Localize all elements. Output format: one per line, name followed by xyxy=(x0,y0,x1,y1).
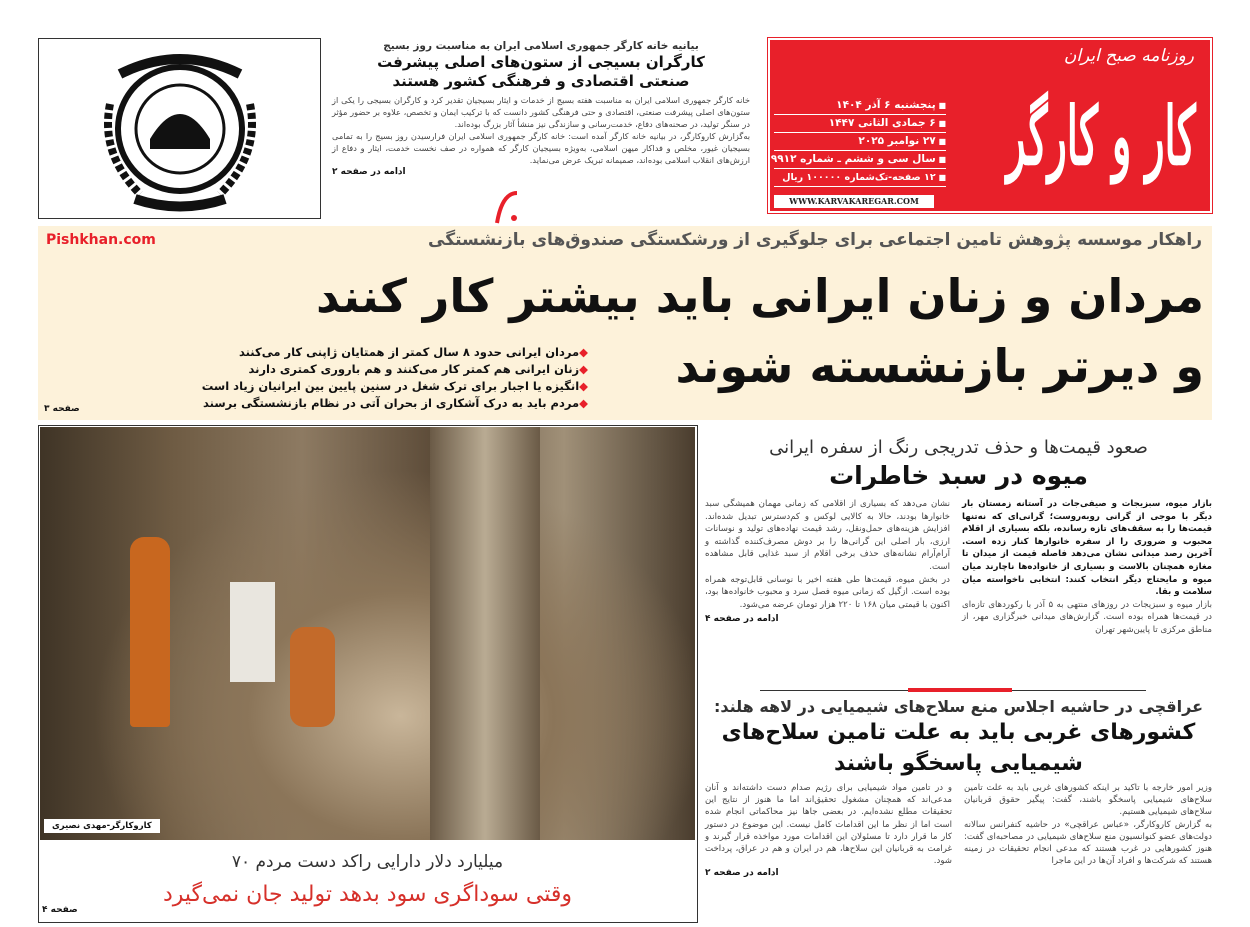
photo-kicker: ۷۰ میلیارد دلار دارایی راکد دست مردم xyxy=(231,852,504,872)
araghchi-continued[interactable]: ادامه در صفحه ۲ xyxy=(705,868,779,879)
araghchi-paragraph: به گزارش کاروکارگر، «عباس عراقچی» در حاشیه کنفرانس سالانه دولت‌های عضو کنوانسیون منع سلاح‌های شیمیایی در مصاحبه‌ای گفت: هنوز کشورهایی در غرب هستند که مدعی انجام تحقیقات در زمینه هستند که شرکت‌ها و افراد آن‌ها در این ماجرا xyxy=(964,819,1212,867)
worker-figure xyxy=(290,627,335,727)
worker-figure xyxy=(130,537,170,727)
issue-info xyxy=(770,97,946,187)
rig-pipe xyxy=(430,427,540,840)
lead-page-ref[interactable]: صفحه ۳ xyxy=(44,404,80,414)
fruit-continued[interactable]: ادامه در صفحه ۴ xyxy=(705,614,779,625)
lead-bullet: ◆زنان ایرانی هم کمتر کار می‌کنند و هم باروری کمتری دارند xyxy=(248,362,588,376)
issue-date-gregorian: ■ ۲۷ نوامبر ۲۰۲۵ xyxy=(774,133,946,151)
fruit-col1 xyxy=(962,498,1212,637)
fruit-title: میوه در سبد خاطرات xyxy=(829,461,1088,490)
araghchi-title: کشورهای غربی باید به علت تامین سلاح‌های شیمیایی پاسخگو باشند xyxy=(721,720,1196,776)
lead-bullet: ◆مردان ایرانی حدود ۸ سال کمتر از همتایان ژاپنی کار می‌کنند xyxy=(238,345,588,359)
lead-bullet: ◆مردم باید به درک آشکاری از بحران آتی در نظام بازنشستگی برسند xyxy=(203,396,588,410)
lead-kicker: راهکار موسسه پژوهش تامین اجتماعی برای جلوگیری از ورشکستگی صندوق‌های بازنشستگی xyxy=(428,230,1202,250)
araghchi-paragraph: وزیر امور خارجه با تاکید بر اینکه کشورهای غربی باید به علت تامین سلاح‌های شیمیایی پاسخگو باشند، گفت: پیگیر حقوق قربانیان سلاح‌های شیمیایی هستیم. xyxy=(964,783,1212,818)
issue-date-hijri: ■ ۶ جمادی الثانی ۱۴۴۷ xyxy=(774,115,946,133)
oil-workers-photo xyxy=(40,427,695,840)
bulletin-article xyxy=(332,40,750,178)
lead-bullets xyxy=(128,344,588,412)
lead-story xyxy=(38,226,1212,420)
issue-date-persian: ■ پنجشنبه ۶ آذر ۱۴۰۴ xyxy=(774,97,946,115)
photo-credit: کاروکارگر-مهدی نصیری xyxy=(44,819,160,833)
issue-number: ■ سال سی و ششم ـ شماره ۹۹۱۲ xyxy=(774,151,946,169)
araghchi-kicker: عراقچی در حاشیه اجلاس منع سلاح‌های شیمیایی در لاهه هلند: xyxy=(713,697,1204,716)
issue-price: ■ ۱۲ صفحه-تک‌شماره ۱۰۰۰۰۰ ریال xyxy=(774,169,946,187)
photo-page-ref[interactable]: صفحه ۴ xyxy=(42,905,78,915)
khane-kargar-logo xyxy=(38,38,321,219)
masthead-subtitle: روزنامه صبح ایران xyxy=(1063,46,1194,66)
fruit-paragraph: نشان می‌دهد که بسیاری از اقلامی که زمانی مهمان همیشگی سبد خانوارها بودند، حالا به کالایی لوکس و کم‌دسترس تبدیل شده‌اند. افزایش هزینه‌های حمل‌ونقل، رشد قیمت نهاده‌های تولید و نوسانات ارزی، بار اصلی این گرانی‌ها را بر دوش مصرف‌کننده گذاشته و آرام‌آرام نشانه‌های حذف برخی اقلام از سبد غذایی قابل مشاهده است. xyxy=(705,499,950,572)
araghchi-article xyxy=(705,697,1212,879)
bulletin-kicker: بیانیه خانه کارگر جمهوری اسلامی ایران به مناسبت روز بسیج xyxy=(383,40,699,52)
araghchi-col2 xyxy=(705,782,952,879)
watermark-logo-icon xyxy=(492,188,522,228)
fruit-article xyxy=(705,436,1212,637)
araghchi-col1 xyxy=(964,782,1212,879)
bulletin-p1: خانه کارگر جمهوری اسلامی ایران به مناسبت هفته بسیج از خدمات و ایثار بسیجیان تقدیر کرد و کارگران بسیجی را یکی از ستون‌های اصلی پیشرفت صنعتی، اقتصادی و حتی فرهنگی کشور دانست که با ترکیب ایمان و تخصص، علاوه بر حضور مؤثر در سنگر تولید، در صحنه‌های دفاع، خدمت‌رسانی و سازندگی نیز منشأ آثار بزرگ بوده‌اند. xyxy=(332,95,750,129)
fruit-col2 xyxy=(705,498,950,637)
lead-title-line1: مردان و زنان ایرانی باید بیشتر کار کنند xyxy=(316,269,1204,323)
diamond-icon: ◆ xyxy=(579,345,588,359)
emblem-icon xyxy=(80,44,280,214)
diamond-icon: ◆ xyxy=(579,362,588,376)
diamond-icon: ◆ xyxy=(579,396,588,410)
window xyxy=(230,582,275,682)
fruit-lead-paragraph: بازار میوه، سبزیجات و صیفی‌جات در آستانه زمستان بار دیگر با موجی از گرانی روبه‌روست؛ گرانی‌ای که نه‌تنها قیمت‌ها را به سقف‌های تازه رسانده، بلکه بسیاری از اقلام محبوب و ضروری را از سفره خانوارها کنار زده است. آخرین رصد میدانی نشان می‌دهد فاصله قیمت از میدان تا مغازه همچنان بالاست و بسیاری از خانواده‌ها ناچارند میان میوه و مایحتاج دیگر انتخاب کنند: انتخابی ناخواسته میان سلامت و بقا. xyxy=(962,499,1212,598)
lead-title-line2: و دیرتر بازنشسته شوند xyxy=(675,339,1204,393)
website-link[interactable]: WWW.KARVAKAREGAR.COM xyxy=(774,195,934,208)
bulletin-title: کارگران بسیجی از ستون‌های اصلی پیشرفت صنعتی اقتصادی و فرهنگی کشور هستند xyxy=(377,53,705,90)
fruit-kicker: صعود قیمت‌ها و حذف تدریجی رنگ از سفره ایرانی xyxy=(769,437,1148,458)
masthead xyxy=(768,38,1212,213)
bulletin-p2: به‌گزارش کاروکارگر، در بیانیه خانه کارگر آمده است: خانه کارگر جمهوری اسلامی ایران فرارسیدن روز بسیج را به تمامی بسیجیان غیور، مخلص و فداکار میهن اسلامی، به‌ویژه بسیجیان کارگر که همواره در صف نخست خدمت، ایثار و دفاع از ارزش‌های انقلاب اسلامی بوده‌اند، صمیمانه تبریک عرض می‌نماید. xyxy=(332,131,750,165)
divider-accent xyxy=(908,688,1012,692)
araghchi-paragraph: و در تامین مواد شیمیایی برای رژیم صدام دست داشته‌اند و آنان مدعی‌اند که همچنان مشغول تحقیق‌اند اما ما هنوز از نتایج این تحقیقات مطلع نشده‌ایم. در بعضی جاها نیز محاکماتی انجام شده است اما از نظر ما این اقدامات کامل نیست. این موضوع در دستور کار ما قرار دارد تا مسئولان این اقدامات مورد مواخذه قرار گیرند و غرامت به قربانیان این سلاح‌ها، هم در ایران و هم در عراق، پرداخت شود. xyxy=(705,783,952,867)
masthead-title: کار و کارگر xyxy=(1006,89,1196,183)
diamond-icon: ◆ xyxy=(579,379,588,393)
bulletin-continued[interactable]: ادامه در صفحه ۲ xyxy=(332,167,406,177)
watermark-url: Pishkhan.com xyxy=(46,232,156,248)
lead-bullet: ◆انگیزه یا اجبار برای ترک شغل در سنین پایین بین ایرانیان زیاد است xyxy=(201,379,588,393)
photo-title: وقتی سوداگری سود بدهد تولید جان نمی‌گیرد xyxy=(162,882,573,907)
fruit-paragraph: در بخش میوه، قیمت‌ها طی هفته اخیر با نوسانی قابل‌توجه همراه بوده است. ازگیل که زمانی میوه فصل سرد و محبوب خانواده‌ها بود، اکنون با قیمتی میان ۱۶۸ تا ۲۲۰ هزار تومان عرضه می‌شود. xyxy=(705,574,950,610)
fruit-paragraph: بازار میوه و سبزیجات در روزهای منتهی به ۵ آذر با رکوردهای تازه‌ای در قیمت‌ها همراه بوده است. گزارش‌های میدانی خبرگزاری مهر، از مناطق مرکزی تا پایین‌شهر تهران xyxy=(962,599,1212,635)
